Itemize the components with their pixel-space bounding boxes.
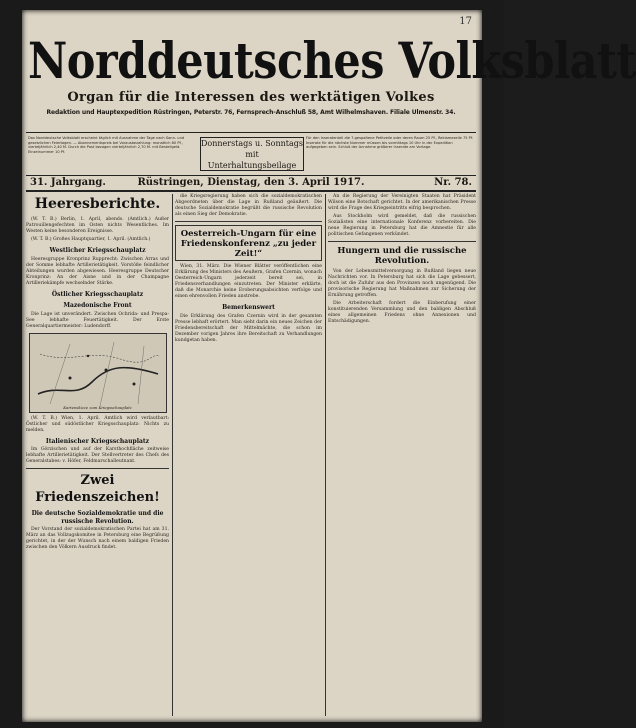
publisher-line: Redaktion und Hauptexpedition Rüstringen, Peterstr. 76, Fernsprech-Anschluß 58, Amt Wilhelmshaven. Filiale Ulmenstr. 34. — [46, 109, 456, 116]
column-left — [26, 194, 169, 716]
column-middle — [175, 194, 322, 716]
section-subheading: Östlicher Kriegsschauplatz — [51, 290, 144, 298]
page-number: 17 — [459, 16, 472, 27]
section-subheading: Westlicher Kriegsschauplatz — [49, 247, 146, 254]
newspaper-title: Norddeutsches Volksblatt — [28, 33, 636, 91]
article-text: Die Erklärung des Grafen Czernin wird in der gesamten Presse lebhaft erörtert. Man sieht darin ein neues Zeichen der Friedensbereitschaft der Mittelmächte, die schon im Dezember vorigen Jahres ihre Bereitschaft zu Verhandlungen kundgetan haben. — [175, 313, 322, 343]
report-text: Die Lage ist unverändert. Zwischen Ochrida- und Prespa-See lebhafte Feuertätigkeit. Der Erste Generalquartiermeister: Ludendorff. — [26, 311, 169, 329]
report-text: Heeresgruppe Kronprinz Rupprecht: Zwischen Arras und der Somme lebhafte Artillerietätigkeit. Vorstöße feindlicher Abteilungen wurden abgewiesen. Heeresgruppe Deutscher Kronprinz: An der Aisne und in der Champagne Artilleriekämpfe wechselnder Stärke. — [26, 256, 169, 286]
austria-peace-heading: Oesterreich-Ungarn für eine Friedenskonferenz „zu jeder Zeit!“ — [175, 225, 322, 261]
masthead — [28, 33, 636, 116]
supplement-line-1: Donnerstags u. Sonntags — [201, 138, 304, 148]
peace-signs-heading: Zwei Friedenszeichen! — [35, 473, 160, 505]
divider — [26, 468, 169, 469]
army-reports-heading: Heeresberichte. — [34, 196, 161, 212]
report-text: (W. T. B.) Großes Hauptquartier, 1. April. (Amtlich.) — [31, 237, 151, 242]
section-subheading: Bemerkenswert — [222, 304, 275, 311]
article-text: die Kriegsregierung haben sich die sozialdemokratischen Abgeordneten über die Lage in Rußland geäußert. Die deutsche Sozialdemokratie begrüßt die russische Revolution als einen Sieg der Demokratie. — [175, 194, 322, 217]
info-bar — [26, 132, 476, 176]
supplement-line-2: mit Unterhaltungsbeilage — [207, 149, 297, 170]
report-text: (W. T. B.) Berlin, 1. April, abends. (Amtlich.) Außer Patrouillengefechten im Osten nichts Wesentliches. Im Westen keine besonderen Ereignisse. — [26, 217, 169, 234]
map-drawing — [30, 334, 166, 412]
russian-revolution-heading: Hungern und die russische Revolution. — [337, 246, 467, 266]
article-text: Die Arbeiterschaft fordert die Einberufung einer konstituierenden Versammlung und den baldigen Abschluß eines allgemeinen Friedens ohne Annexionen und Entschädigungen. — [328, 301, 476, 324]
issue-date: Rüstringen, Dienstag, den 3. April 1917. — [137, 177, 365, 188]
column-rule — [172, 194, 173, 716]
column-rule — [325, 194, 326, 716]
report-text: Im Görzischen und auf der Karsthochfläche zeitweise lebhafte Artillerietätigkeit. Der Stellvertreter des Chefs des Generalstabes: v. Höfer, Feldmarschalleutnant. — [26, 447, 169, 464]
article-text: Der Vorstand der sozialdemokratischen Partei hat am 31. März an das Vollzugskomitee in Petersburg eine Begrüßung gerichtet, in der der Wunsch nach einem baldigen Frieden zwischen den Völkern Ausdruck findet. — [26, 527, 169, 550]
report-text: (W. T. B.) Wien, 1. April. Amtlich wird verlautbart: Östlicher und südöstlicher Kriegsschauplatz: Nichts zu melden. — [26, 415, 169, 433]
volume-label: 31. Jahrgang. — [30, 177, 106, 188]
subscription-info: Das Norddeutsche Volksblatt erscheint täglich mit Ausnahme der Tage nach Sonn- und gesetzlichen Feiertagen. — Abonnementspreis bei Vorausbezahlung: monatlich 80 Pf., vierteljährlich 2,40 M. Durch die Post bezogen vierteljährlich 2,70 M. mit Bestellgeld. Einzelnummer 10 Pf. — [28, 136, 185, 154]
section-subheading: Italienischer Kriegsschauplatz — [45, 437, 150, 445]
front-map — [29, 333, 167, 413]
dateline — [26, 176, 476, 192]
advertising-info: Für den Inseratenteil die 7-gespaltene Petitzeile oder deren Raum 25 Pf., Reklamezeile 75 Pf. Inserate für die nächste Nummer müssen bis vormittags 10 Uhr in der Expedition aufgegeben sein. Schluß der Annahme größerer Inserate am Vortage. — [306, 136, 473, 150]
article-text: Von der Lebensmittelversorgung in Rußland liegen neue Nachrichten vor. In Petersburg hat sich die Lage gebessert, doch ist die Zufuhr aus den Provinzen noch ungenügend. Die provisorische Regierung hat Maßnahmen zur Sicherung der Ernährung getroffen. — [328, 269, 476, 298]
newspaper-subtitle: Organ für die Interessen des werktätigen Volkes — [67, 90, 435, 105]
article-text: An die Regierung der Vereinigten Staaten hat Präsident Wilson eine Botschaft gerichtet. In der amerikanischen Presse wird die Frage des Kriegseintritts eifrig besprochen. — [328, 194, 476, 211]
article-text: Wien, 31. März. Die Wiener Blätter veröffentlichen eine Erklärung des Ministers des Aeußern, Grafen Czernin, wonach Oesterreich-Ungarn jederzeit bereit sei, in Friedensverhandlungen einzutreten. Der Minister erklärte, daß die Monarchie keine Eroberungsabsichten verfolge und einen ehrenvollen Frieden anstrebe. — [175, 264, 322, 299]
map-caption: Kartenskizze zum Kriegsschauplatz — [63, 404, 132, 410]
newspaper-page — [22, 10, 636, 722]
section-subheading: Mazedonische Front — [63, 302, 132, 309]
column-right — [328, 194, 476, 716]
peace-signs-subheading: Die deutsche Sozialdemokratie und die russische Revolution. — [31, 510, 164, 525]
divider — [175, 221, 322, 222]
article-text: Aus Stockholm wird gemeldet, daß die russischen Sozialisten eine internationale Konferenz vorbereiten. Die neue Regierung in Petersburg hat die Amnestie für alle politischen Gefangenen verkündet. — [328, 214, 476, 237]
issue-number: Nr. 78. — [434, 177, 472, 188]
supplement-box — [200, 137, 304, 171]
divider — [328, 241, 476, 242]
